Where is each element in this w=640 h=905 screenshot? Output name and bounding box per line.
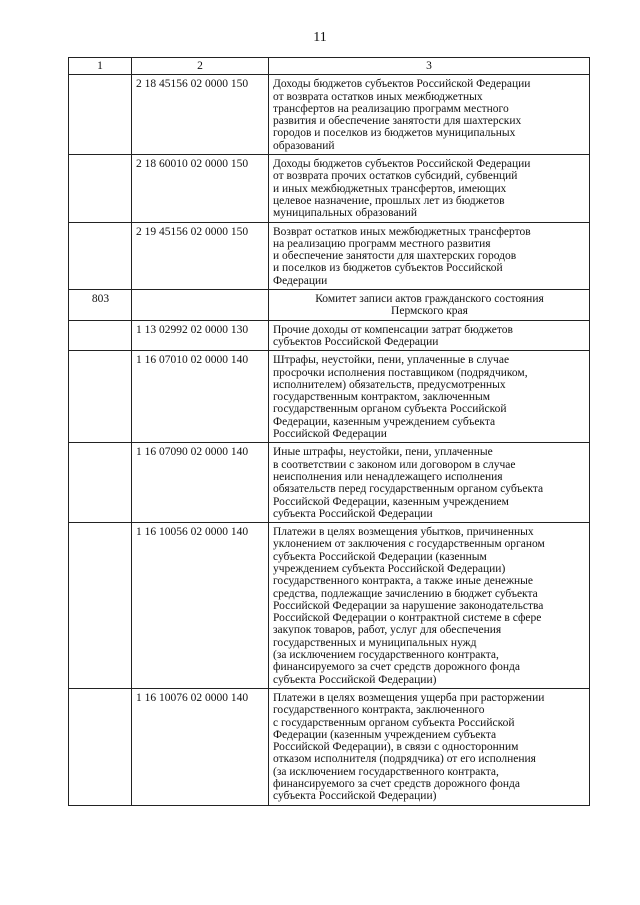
revenue-code-cell: 1 16 07010 02 0000 140 [132, 351, 269, 443]
table-row [69, 351, 590, 443]
revenue-name-cell: Иные штрафы, неустойки, пени, уплаченные в соответствии с законом или договором в случае неисполнения или ненадлежащего исполнения обязательств перед государственным органом субъекта Российской Федерации, казенным учреждением субъекта Российской Федерации [269, 443, 590, 523]
revenue-name-cell: Доходы бюджетов субъектов Российской Федерации от возврата остатков иных межбюджетных трансфертов на реализацию программ местного развития и обеспечение занятости для шахтерских городов и поселков из бюджетов муниципальных образований [269, 75, 590, 155]
revenue-name-cell: Комитет записи актов гражданского состояния Пермского края [269, 290, 590, 321]
revenue-name-cell: Платежи в целях возмещения ущерба при расторжении государственного контракта, заключенного с государственным органом субъекта Российской Федерации (казенным учреждением субъекта Российской Федерации), в связи с односторонним отказом исполнителя (подрядчика) от его исполнения (за исключением государственного контракта, финансируемого за счет средств дорожного фонда субъекта Российской Федерации) [269, 688, 590, 805]
revenue-code-cell: 2 18 45156 02 0000 150 [132, 75, 269, 155]
table-row [69, 320, 590, 351]
table-row [69, 523, 590, 689]
table-row [69, 75, 590, 155]
admin-code-cell: 803 [69, 290, 132, 321]
budget-classification-table [68, 57, 590, 806]
admin-code-cell [69, 222, 132, 289]
admin-code-cell [69, 688, 132, 805]
page-number: 11 [313, 30, 327, 45]
column-header-2: 2 [132, 58, 269, 75]
revenue-code-cell: 2 18 60010 02 0000 150 [132, 155, 269, 222]
admin-code-cell [69, 443, 132, 523]
revenue-name-cell: Доходы бюджетов субъектов Российской Федерации от возврата прочих остатков субсидий, субвенций и иных межбюджетных трансфертов, имеющих целевое назначение, прошлых лет из бюджетов муниципальных образований [269, 155, 590, 222]
revenue-name-cell: Возврат остатков иных межбюджетных трансфертов на реализацию программ местного развития и обеспечение занятости для шахтерских городов и поселков из бюджетов субъектов Российской Федерации [269, 222, 590, 289]
revenue-name-cell: Штрафы, неустойки, пени, уплаченные в случае просрочки исполнения поставщиком (подрядчиком, исполнителем) обязательств, предусмотренных государственным контрактом, заключенным государственным органом субъекта Российской Федерации, казенным учреждением субъекта Российской Федерации [269, 351, 590, 443]
admin-code-cell [69, 75, 132, 155]
revenue-code-cell: 1 16 07090 02 0000 140 [132, 443, 269, 523]
revenue-code-cell: 2 19 45156 02 0000 150 [132, 222, 269, 289]
column-header-3: 3 [269, 58, 590, 75]
table-row [69, 443, 590, 523]
table-row [69, 290, 590, 321]
column-header-1: 1 [69, 58, 132, 75]
revenue-name-cell: Прочие доходы от компенсации затрат бюджетов субъектов Российской Федерации [269, 320, 590, 351]
revenue-code-cell: 1 16 10056 02 0000 140 [132, 523, 269, 689]
revenue-code-cell [132, 290, 269, 321]
admin-code-cell [69, 320, 132, 351]
revenue-code-cell: 1 16 10076 02 0000 140 [132, 688, 269, 805]
admin-code-cell [69, 155, 132, 222]
admin-code-cell [69, 523, 132, 689]
table-row [69, 155, 590, 222]
table-row [69, 688, 590, 805]
table-header-row [69, 58, 590, 75]
admin-code-cell [69, 351, 132, 443]
revenue-name-cell: Платежи в целях возмещения убытков, причиненных уклонением от заключения с государственным органом субъекта Российской Федерации (казенным учреждением субъекта Российской Федерации) государственного контракта, а также иные денежные средства, подлежащие зачислению в бюджет субъекта Российской Федерации за нарушение законодательства Российской Федерации о контрактной системе в сфере закупок товаров, работ, услуг для обеспечения государственных и муниципальных нужд (за исключением государственного контракта, финансируемого за счет средств дорожного фонда субъекта Российской Федерации) [269, 523, 590, 689]
table-row [69, 222, 590, 289]
revenue-code-cell: 1 13 02992 02 0000 130 [132, 320, 269, 351]
